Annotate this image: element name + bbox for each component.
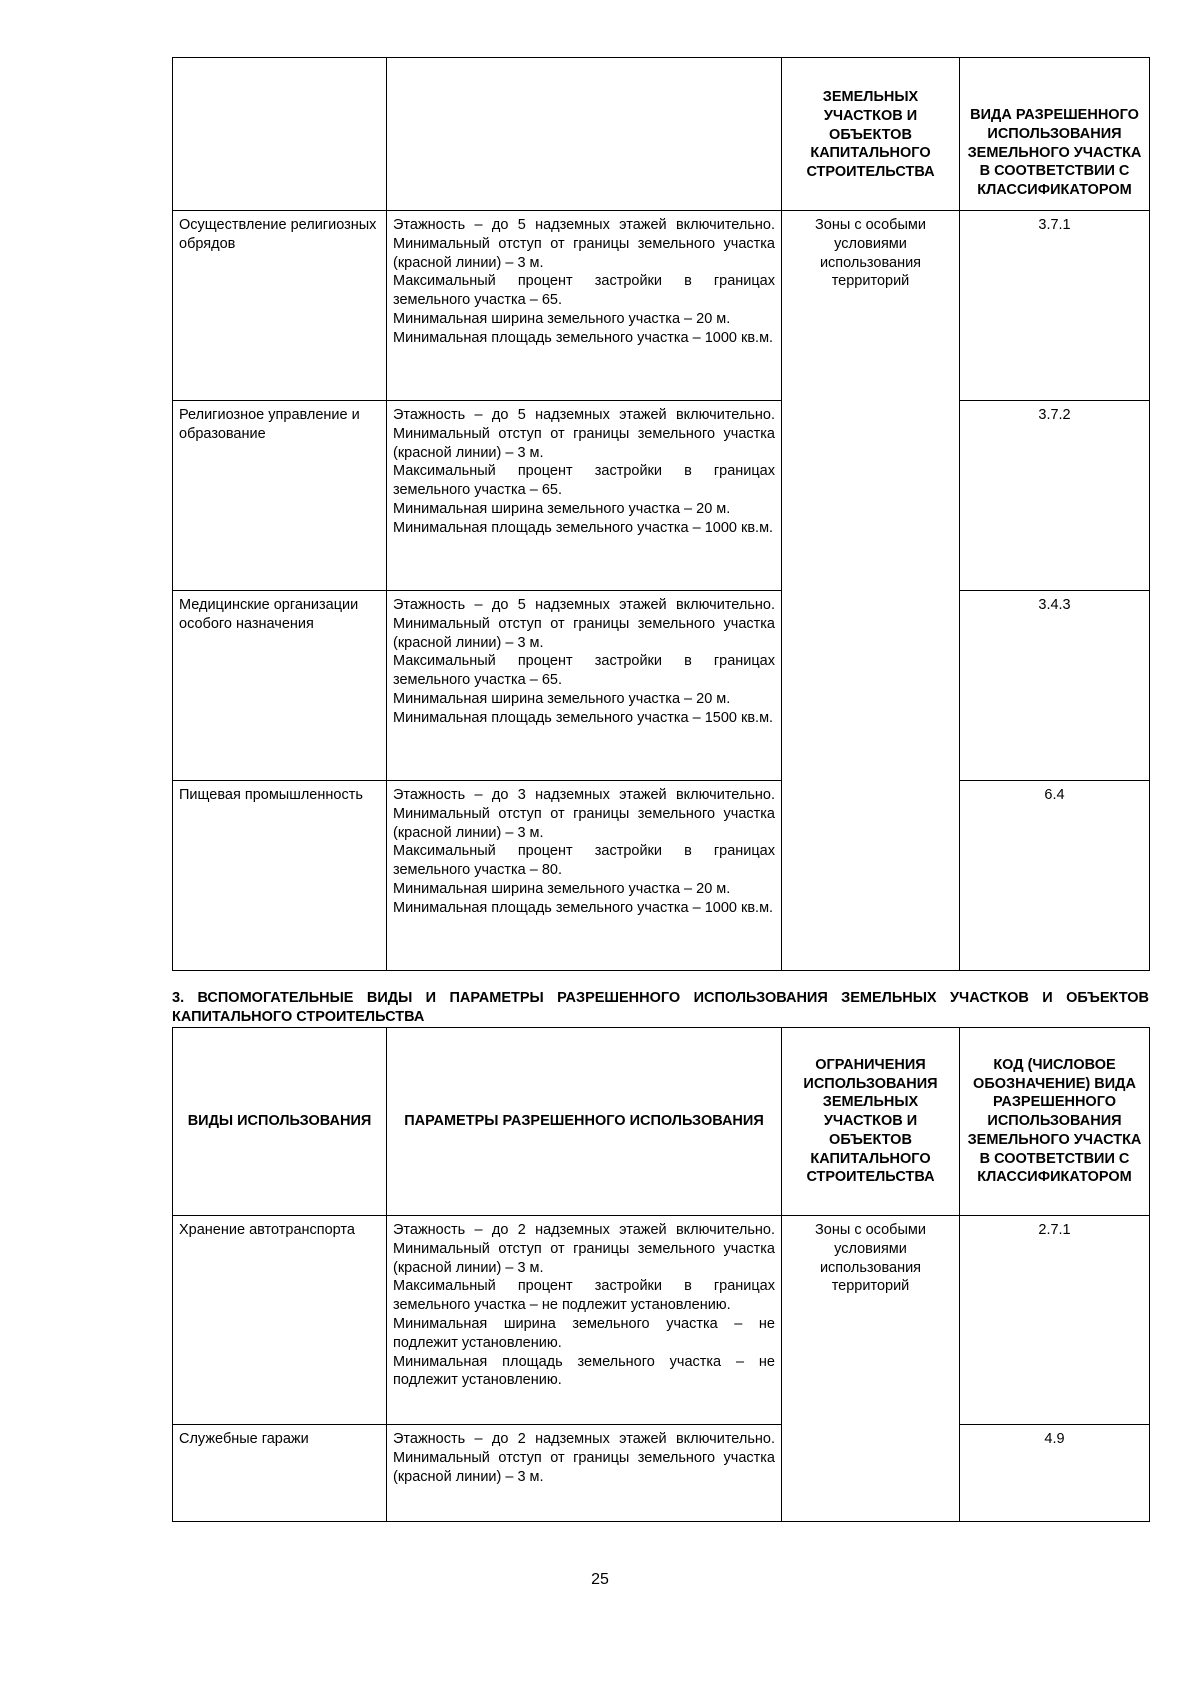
- param-setback: Минимальный отступ от границы земельного участка (красной линии) – 3 м.: [393, 425, 775, 461]
- classifier-code: 3.4.3: [960, 591, 1150, 781]
- param-min-area: Минимальная площадь земельного участка – 1000 кв.м.: [393, 899, 774, 916]
- section-heading: 3. ВСПОМОГАТЕЛЬНЫЕ ВИДЫ И ПАРАМЕТРЫ РАЗРЕШЕННОГО ИСПОЛЬЗОВАНИЯ ЗЕМЕЛЬНЫХ УЧАСТКОВ И ОБЪЕКТОВ КАПИТАЛЬНОГО СТРОИТЕЛЬСТВА: [172, 990, 1149, 1025]
- use-parameters: [387, 401, 782, 591]
- param-setback: Минимальный отступ от границы земельного участка (красной линии) – 3 м.: [393, 235, 775, 271]
- table-row: [173, 591, 1150, 781]
- use-type-name: Осуществление религиозных обрядов: [173, 211, 387, 401]
- use-type-name: Пищевая промышленность: [173, 781, 387, 971]
- use-parameters: [387, 1216, 782, 1425]
- param-coverage: Максимальный процент застройки в границах земельного участка – 65.: [393, 653, 775, 689]
- param-setback: Минимальный отступ от границы земельного участка (красной линии) – 3 м.: [393, 615, 775, 651]
- header-restrictions: ОГРАНИЧЕНИЯ ИСПОЛЬЗОВАНИЯ ЗЕМЕЛЬНЫХ УЧАСТКОВ И ОБЪЕКТОВ КАПИТАЛЬНОГО СТРОИТЕЛЬСТВА: [782, 1028, 960, 1216]
- param-min-width: Минимальная ширина земельного участка – не подлежит установлению.: [393, 1315, 775, 1351]
- header-use-types: ВИДЫ ИСПОЛЬЗОВАНИЯ: [173, 1028, 387, 1216]
- use-restrictions: Зоны с особыми условиями использования территорий: [782, 1216, 960, 1522]
- param-floors: Этажность – до 3 надземных этажей включительно.: [393, 787, 775, 803]
- param-floors: Этажность – до 5 надземных этажей включительно.: [393, 217, 775, 233]
- param-coverage: Максимальный процент застройки в границах земельного участка – 65.: [393, 463, 775, 499]
- classifier-code: 3.7.1: [960, 211, 1150, 401]
- param-min-area: Минимальная площадь земельного участка – 1000 кв.м.: [393, 519, 774, 536]
- use-restrictions: Зоны с особыми условиями использования территорий: [782, 211, 960, 971]
- param-min-area: Минимальная площадь земельного участка – не подлежит установлению.: [393, 1353, 775, 1389]
- header-parameters: ПАРАМЕТРЫ РАЗРЕШЕННОГО ИСПОЛЬЗОВАНИЯ: [387, 1028, 782, 1216]
- param-coverage: Максимальный процент застройки в границах земельного участка – 65.: [393, 273, 775, 309]
- table-row: [173, 401, 1150, 591]
- param-floors: Этажность – до 2 надземных этажей включительно.: [393, 1222, 775, 1238]
- use-parameters: [387, 211, 782, 401]
- use-type-name: Хранение автотранспорта: [173, 1216, 387, 1425]
- use-parameters: [387, 781, 782, 971]
- page-number: 25: [591, 1571, 609, 1588]
- table-header-row: [173, 58, 1150, 211]
- use-type-name: Служебные гаражи: [173, 1425, 387, 1522]
- param-min-width: Минимальная ширина земельного участка – 20 м.: [393, 880, 731, 897]
- param-floors: Этажность – до 5 надземных этажей включительно.: [393, 597, 775, 613]
- use-type-name: Медицинские организации особого назначения: [173, 591, 387, 781]
- param-setback: Минимальный отступ от границы земельного участка (красной линии) – 3 м.: [393, 1240, 775, 1276]
- header-code: ВИДА РАЗРЕШЕННОГО ИСПОЛЬЗОВАНИЯ ЗЕМЕЛЬНОГО УЧАСТКА В СООТВЕТСТВИИ С КЛАССИФИКАТОРОМ: [960, 58, 1150, 211]
- param-setback: Минимальный отступ от границы земельного участка (красной линии) – 3 м.: [393, 805, 775, 841]
- param-floors: Этажность – до 2 надземных этажей включительно.: [393, 1431, 775, 1447]
- param-min-width: Минимальная ширина земельного участка – 20 м.: [393, 500, 731, 517]
- permitted-use-table-main: [172, 57, 1150, 971]
- table-row: [173, 211, 1150, 401]
- param-min-area: Минимальная площадь земельного участка – 1000 кв.м.: [393, 329, 774, 346]
- header-cell-empty: [387, 58, 782, 211]
- param-min-area: Минимальная площадь земельного участка – 1500 кв.м.: [393, 709, 774, 726]
- header-code: КОД (ЧИСЛОВОЕ ОБОЗНАЧЕНИЕ) ВИДА РАЗРЕШЕННОГО ИСПОЛЬЗОВАНИЯ ЗЕМЕЛЬНОГО УЧАСТКА В СООТВЕТСТВИИ С КЛАССИФИКАТОРОМ: [960, 1028, 1150, 1216]
- table-header-row: [173, 1028, 1150, 1216]
- classifier-code: 4.9: [960, 1425, 1150, 1522]
- use-parameters: [387, 591, 782, 781]
- table-row: [173, 1216, 1150, 1425]
- table-row: [173, 1425, 1150, 1522]
- param-coverage: Максимальный процент застройки в границах земельного участка – 80.: [393, 843, 775, 879]
- param-min-width: Минимальная ширина земельного участка – 20 м.: [393, 310, 731, 327]
- classifier-code: 6.4: [960, 781, 1150, 971]
- header-restrictions: ЗЕМЕЛЬНЫХ УЧАСТКОВ И ОБЪЕКТОВ КАПИТАЛЬНОГО СТРОИТЕЛЬСТВА: [782, 58, 960, 211]
- auxiliary-use-table: [172, 1027, 1150, 1522]
- param-min-width: Минимальная ширина земельного участка – 20 м.: [393, 690, 731, 707]
- header-cell-empty: [173, 58, 387, 211]
- param-coverage: Максимальный процент застройки в границах земельного участка – не подлежит установлению.: [393, 1278, 775, 1314]
- classifier-code: 3.7.2: [960, 401, 1150, 591]
- classifier-code: 2.7.1: [960, 1216, 1150, 1425]
- use-parameters: [387, 1425, 782, 1522]
- use-type-name: Религиозное управление и образование: [173, 401, 387, 591]
- param-setback: Минимальный отступ от границы земельного участка (красной линии) – 3 м.: [393, 1449, 775, 1485]
- table-row: [173, 781, 1150, 971]
- param-floors: Этажность – до 5 надземных этажей включительно.: [393, 407, 775, 423]
